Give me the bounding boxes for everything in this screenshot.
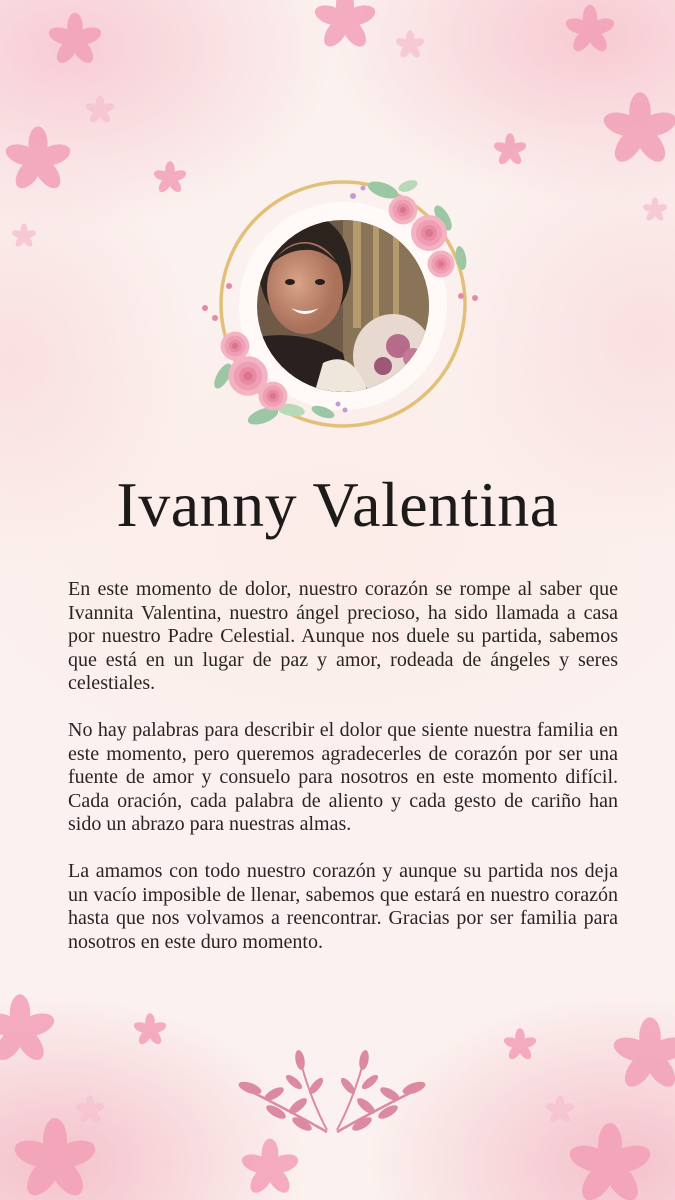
leaf-sprig-ornament-icon <box>232 1042 432 1137</box>
cherry-blossom-icon <box>312 0 377 51</box>
cherry-blossom-icon <box>133 1013 168 1046</box>
cherry-blossom-icon <box>395 30 426 59</box>
cherry-blossom-icon <box>545 1095 576 1124</box>
paragraph: La amamos con todo nuestro corazón y aunque su partida nos deja un vacío imposible de llenar, sabemos que estará en nuestro corazón hasta que nos volvamos a reencontrar. Gracias por ser familia para nosotros en este duro momento. <box>68 860 618 953</box>
portrait-frame <box>193 178 483 430</box>
cherry-blossom-icon <box>47 13 104 67</box>
page-title: Ivanny Valentina <box>116 469 559 540</box>
cherry-blossom-icon <box>75 1095 106 1124</box>
paragraph: No hay palabras para describir el dolor que siente nuestra familia en este momento, pero queremos agradecerles de corazón por ser una fuente de amor y consuelo para nosotros en este momento difícil. Cada oración, cada palabra de aliento y cada gesto de cariño han sido un abrazo para nuestras almas. <box>68 719 618 835</box>
cherry-blossom-icon <box>503 1028 538 1061</box>
cherry-blossom-icon <box>3 126 73 192</box>
cherry-blossom-icon <box>566 1123 653 1200</box>
cherry-blossom-icon <box>0 994 57 1065</box>
cherry-blossom-icon <box>239 1139 300 1197</box>
cherry-blossom-icon <box>493 133 528 166</box>
cherry-blossom-icon <box>601 92 675 167</box>
cherry-blossom-icon <box>11 1118 98 1200</box>
cherry-blossom-icon <box>85 95 116 124</box>
cherry-blossom-icon <box>642 197 668 222</box>
cherry-blossom-icon <box>611 1017 675 1092</box>
message-body <box>68 578 618 978</box>
cherry-blossom-icon <box>564 5 616 55</box>
cherry-blossom-icon <box>11 223 37 248</box>
paragraph: En este momento de dolor, nuestro corazón se rompe al saber que Ivannita Valentina, nuestro ángel precioso, ha sido llamada a casa por nuestro Padre Celestial. Aunque nos duele su partida, sabemos que está en un lugar de paz y amor, rodeada de ángeles y seres celestiales. <box>68 578 618 694</box>
cherry-blossom-icon <box>153 161 188 194</box>
